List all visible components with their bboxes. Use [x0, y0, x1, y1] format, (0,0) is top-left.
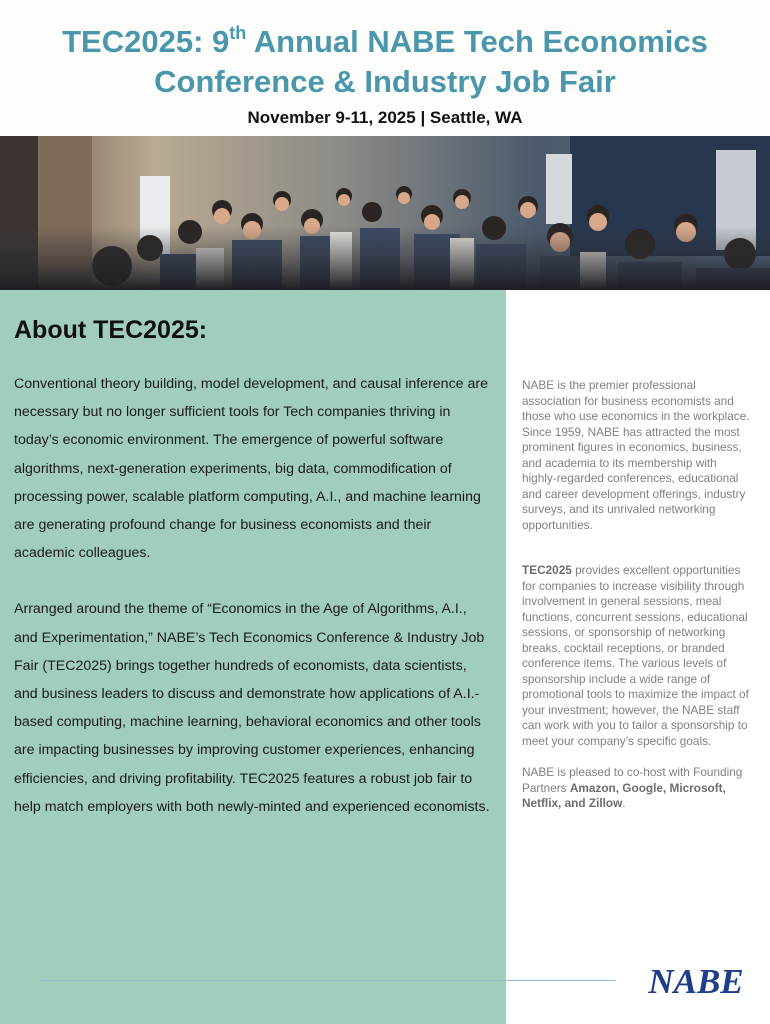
founding-partners: Amazon, Google, Microsoft, Netflix, and Zillow [522, 780, 726, 810]
sidebar-text: NABE is pleased to co-host with Founding Partners [522, 765, 743, 795]
footer-divider [40, 980, 616, 981]
header [0, 0, 770, 136]
sidebar-paragraph [522, 563, 752, 749]
event-dates: November 9-11, 2025 | Seattle, WA [247, 108, 523, 127]
sidebar-text: provides excellent opportunities for companies to increase visibility through involvement in general sessions, meal functions, concurrent sessions, educational sessions, or sponsorship of networking breaks, cocktail receptions, or branded conference items. The various levels of sponsorship include a wide range of promotional tools to maximize the impact of your investment; however, the NABE staff can work with you to tailor a sponsorship to meet your company’s specific goals. [522, 563, 749, 748]
title-part2: Annual NABE Tech Economics [246, 24, 708, 59]
sidebar-bold-lead: TEC2025 [522, 563, 572, 577]
title-ordinal-suffix: th [229, 23, 247, 43]
title-line2: Conference & Industry Job Fair [154, 64, 616, 99]
about-heading: About TEC2025: [14, 316, 208, 344]
about-paragraph: Arranged around the theme of “Economics in the Age of Algorithms, A.I., and Experimentation,” NABE’s Tech Economics Conference & Industry Job Fair (TEC2025) brings together hundreds of economists, data scientists, and business leaders to discuss and demonstrate how applications of A.I.-based computing, machine learning, behavioral economics and other tools are impacting businesses by improving customer experiences, enhancing efficiencies, and driving profitability. TEC2025 features a robust job fair to help match employers with both newly-minted and experienced economists. [14, 601, 490, 815]
about-paragraph: Conventional theory building, model development, and causal inference are necessary but no longer sufficient tools for Tech companies thriving in today’s economic environment. The emergence of powerful software algorithms, next-generation experiments, big data, commodification of processing power, scalable platform computing, A.I., and machine learning are generating profound change for business economists and their academic colleagues. [14, 376, 489, 562]
sidebar-text: . [622, 796, 626, 810]
crowd-photo-illustration [0, 136, 770, 290]
sidebar-paragraph [522, 765, 752, 812]
nabe-sidebar [522, 378, 752, 842]
nabe-logo: NABE [648, 962, 744, 1001]
sidebar-paragraph: NABE is the premier professional association for business economists and those who use economics in the workplace. Since 1959, NABE has attracted the most prominent figures in economics, business, and academia to its membership with highly-regarded conferences, educational and career development offerings, industry surveys, and its unrivaled networking opportunities. [522, 378, 750, 532]
conference-crowd-photo [0, 136, 770, 290]
about-body [14, 370, 492, 849]
title-part1: TEC2025: 9 [62, 24, 230, 59]
page-title [0, 0, 770, 102]
